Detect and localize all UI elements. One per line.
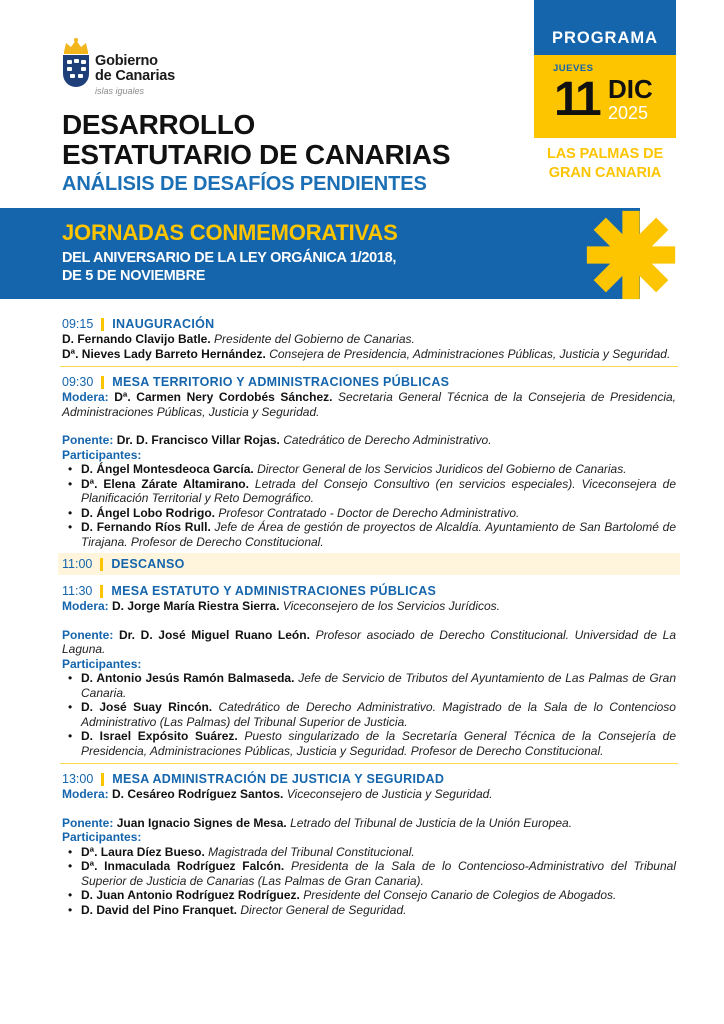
- ponente-name: Dr. D. José Miguel Ruano León.: [119, 627, 310, 642]
- participant-name: D. Fernando Ríos Rull.: [81, 520, 211, 534]
- ponente-line: [62, 433, 676, 448]
- title-subtitle: ANÁLISIS DE DESAFÍOS PENDIENTES: [62, 173, 427, 195]
- title-line2: ESTATUTARIO DE CANARIAS: [62, 139, 451, 170]
- program-date-box: [534, 0, 676, 138]
- logo-name-line1: Gobierno: [95, 53, 158, 69]
- participant-item: [81, 845, 676, 860]
- program-label: PROGRAMA: [534, 0, 676, 55]
- participant-name: Dª. Elena Zárate Altamirano.: [81, 476, 249, 491]
- participant-name: D. Ángel Lobo Rodrigo.: [81, 505, 215, 520]
- session-header: [62, 374, 676, 390]
- event-banner: [0, 208, 640, 299]
- ponente-role: Profesor asociado de Derecho Constitucional. Universidad de La Laguna.: [62, 627, 676, 656]
- schedule: [62, 316, 676, 917]
- participant-name: D. Ángel Montesdeoca García.: [81, 462, 254, 476]
- session-mesa-estatuto: [62, 583, 676, 758]
- session-mesa-territorio: [62, 374, 676, 549]
- date-panel: [534, 55, 676, 138]
- gobierno-de-canarias-logo: [62, 38, 192, 98]
- time-divider: [100, 558, 103, 571]
- session-inauguracion: [62, 316, 676, 361]
- modera-label: Modera:: [62, 787, 109, 801]
- participant-role: Jefe de Área de gestión de proyectos de Alcaldía. Ayuntamiento de San Bartolomé de Tirajana. Profesor de Derecho Constitucional.: [81, 520, 676, 549]
- participant-name: Dª. Laura Díez Bueso.: [81, 844, 205, 859]
- moderator-role: Viceconsejero de Justicia y Seguridad.: [286, 787, 493, 801]
- participant-role: Presidenta de la Sala de lo Contencioso-Administrativo del Tribunal Superior de Justicia de Canarias (Las Palmas de Gran Canaria).: [81, 859, 676, 888]
- document-title: [62, 110, 450, 196]
- moderator-line: [62, 787, 676, 802]
- participants-list: [62, 671, 676, 758]
- session-time: 11:30: [62, 584, 93, 598]
- speaker-role: Consejera de Presidencia, Administraciones Públicas, Justicia y Seguridad.: [269, 346, 671, 361]
- session-header: [62, 556, 676, 572]
- participant-item: [81, 888, 676, 903]
- participant-role: Jefe de Servicio de Tributos del Ayuntamiento de Las Palmas de Gran Canaria.: [81, 671, 677, 700]
- session-title: DESCANSO: [111, 557, 185, 571]
- moderator-name: D. Jorge María Riestra Sierra.: [112, 599, 280, 613]
- participant-name: Dª. Inmaculada Rodríguez Falcón.: [81, 859, 285, 873]
- speaker-line: [62, 332, 676, 347]
- session-time: 11:00: [62, 557, 93, 571]
- session-header: [62, 316, 676, 332]
- ponente-label: Ponente:: [62, 627, 114, 642]
- speaker-name: D. Fernando Clavijo Batle.: [62, 332, 211, 346]
- time-divider: [101, 773, 104, 786]
- session-title: INAUGURACIÓN: [112, 317, 215, 331]
- participants-label: Participantes:: [62, 447, 142, 462]
- logo-tagline: islas iguales: [95, 86, 145, 96]
- event-place: [534, 145, 676, 183]
- modera-label: Modera:: [62, 599, 109, 613]
- ponente-role: Catedrático de Derecho Administrativo.: [283, 433, 492, 447]
- logo-name: [95, 54, 175, 84]
- ponente-label: Ponente:: [62, 433, 114, 447]
- participants-list: [62, 462, 676, 549]
- weekday: JUEVES: [553, 63, 594, 74]
- participant-role: Director General de Seguridad.: [240, 902, 407, 917]
- ponente-line: [62, 628, 676, 657]
- participants-label: Participantes:: [62, 830, 142, 844]
- participant-role: Magistrada del Tribunal Constitucional.: [208, 844, 415, 859]
- banner-line2: DE 5 DE NOVIEMBRE: [62, 268, 206, 284]
- ponente-line: [62, 816, 676, 831]
- participant-name: D. Antonio Jesús Ramón Balmaseda.: [81, 671, 295, 685]
- ponente-role: Letrado del Tribunal de Justicia de la Unión Europea.: [290, 815, 573, 830]
- session-mesa-justicia: [62, 771, 676, 917]
- banner-line1: DEL ANIVERSARIO DE LA LEY ORGÁNICA 1/2018,: [62, 250, 397, 266]
- session-title: MESA TERRITORIO Y ADMINISTRACIONES PÚBLICAS: [112, 375, 450, 389]
- session-title: MESA ESTATUTO Y ADMINISTRACIONES PÚBLICAS: [111, 584, 437, 598]
- session-header: [62, 583, 676, 599]
- moderator-name: Dª. Carmen Nery Cordobés Sánchez.: [114, 390, 333, 404]
- modera-label: Modera:: [62, 390, 109, 404]
- participant-name: D. Juan Antonio Rodríguez Rodríguez.: [81, 888, 300, 902]
- participant-role: Presidente del Consejo Canario de Colegios de Abogados.: [303, 888, 617, 902]
- participant-name: D. José Suay Rincón.: [81, 700, 213, 714]
- participant-role: Catedrático de Derecho Administrativo. Magistrado de la Sala de lo Contencioso Administrativo (Las Palmas) del Tribunal Superior de Justicia.: [81, 700, 676, 729]
- session-time: 13:00: [62, 772, 94, 786]
- time-divider: [101, 376, 104, 389]
- participant-role: Profesor Contratado - Doctor de Derecho Administrativo.: [218, 505, 520, 520]
- moderator-role: Viceconsejero de los Servicios Jurídicos.: [282, 599, 500, 613]
- banner-heading: JORNADAS CONMEMORATIVAS: [62, 220, 398, 245]
- day-number: 11: [554, 73, 599, 126]
- participant-role: Puesto singularizado de la Secretaría General Técnica de la Consejería de Presidencia, Administraciones Públicas, Justicia y Seguridad. Profesor de Derecho Constitucional.: [81, 729, 676, 758]
- moderator-line: [62, 599, 676, 614]
- speaker-role: Presidente del Gobierno de Canarias.: [214, 332, 415, 346]
- place-line1: LAS PALMAS DE: [546, 146, 664, 162]
- banner-subheading: [62, 249, 396, 285]
- session-descanso: [58, 553, 680, 575]
- divider: [60, 763, 678, 764]
- participant-item: [81, 729, 676, 758]
- session-title: MESA ADMINISTRACIÓN DE JUSTICIA Y SEGURIDAD: [112, 772, 445, 786]
- ponente-label: Ponente:: [62, 815, 114, 830]
- moderator-line: [62, 390, 676, 419]
- asterisk-icon: [583, 207, 679, 303]
- time-divider: [101, 318, 104, 331]
- time-divider: [100, 585, 103, 598]
- divider: [60, 366, 678, 367]
- ponente-name: Juan Ignacio Signes de Mesa.: [116, 815, 287, 830]
- participant-item: [81, 506, 676, 521]
- moderator-name: D. Cesáreo Rodríguez Santos.: [112, 787, 284, 801]
- session-header: [62, 771, 676, 787]
- crown-icon: [62, 38, 90, 54]
- place-line2: GRAN CANARIA: [548, 165, 662, 181]
- session-time: 09:15: [62, 317, 94, 331]
- participant-item: [81, 859, 676, 888]
- coat-of-arms-icon: [63, 55, 89, 87]
- speaker-line: [62, 347, 676, 362]
- participant-name: D. Israel Expósito Suárez.: [81, 729, 238, 743]
- title-line1: DESARROLLO: [62, 109, 256, 140]
- year: 2025: [608, 103, 649, 123]
- participant-item: [81, 671, 676, 700]
- moderator-role: Secretaria General Técnica de la Consejeria de Presidencia, Administraciones Públicas, Justicia y Seguridad.: [62, 390, 676, 419]
- participant-role: Letrada del Consejo Consultivo (en servicios especiales). Viceconsejera de Planificación Territorial y Reto Demográfico.: [81, 476, 676, 505]
- participant-item: [81, 700, 676, 729]
- participant-item: [81, 903, 676, 918]
- participant-item: [81, 462, 676, 477]
- participants-list: [62, 845, 676, 918]
- logo-name-line2: de Canarias: [95, 68, 176, 84]
- participant-name: D. David del Pino Franquet.: [81, 902, 238, 917]
- participant-item: [81, 477, 676, 506]
- participant-item: [81, 520, 676, 549]
- session-time: 09:30: [62, 375, 94, 389]
- participant-role: Director General de los Servicios Juridicos del Gobierno de Canarias.: [257, 462, 627, 476]
- participants-label: Participantes:: [62, 656, 142, 671]
- ponente-name: Dr. D. Francisco Villar Rojas.: [116, 433, 280, 447]
- month: DIC: [608, 74, 653, 104]
- speaker-name: Dª. Nieves Lady Barreto Hernández.: [62, 346, 266, 361]
